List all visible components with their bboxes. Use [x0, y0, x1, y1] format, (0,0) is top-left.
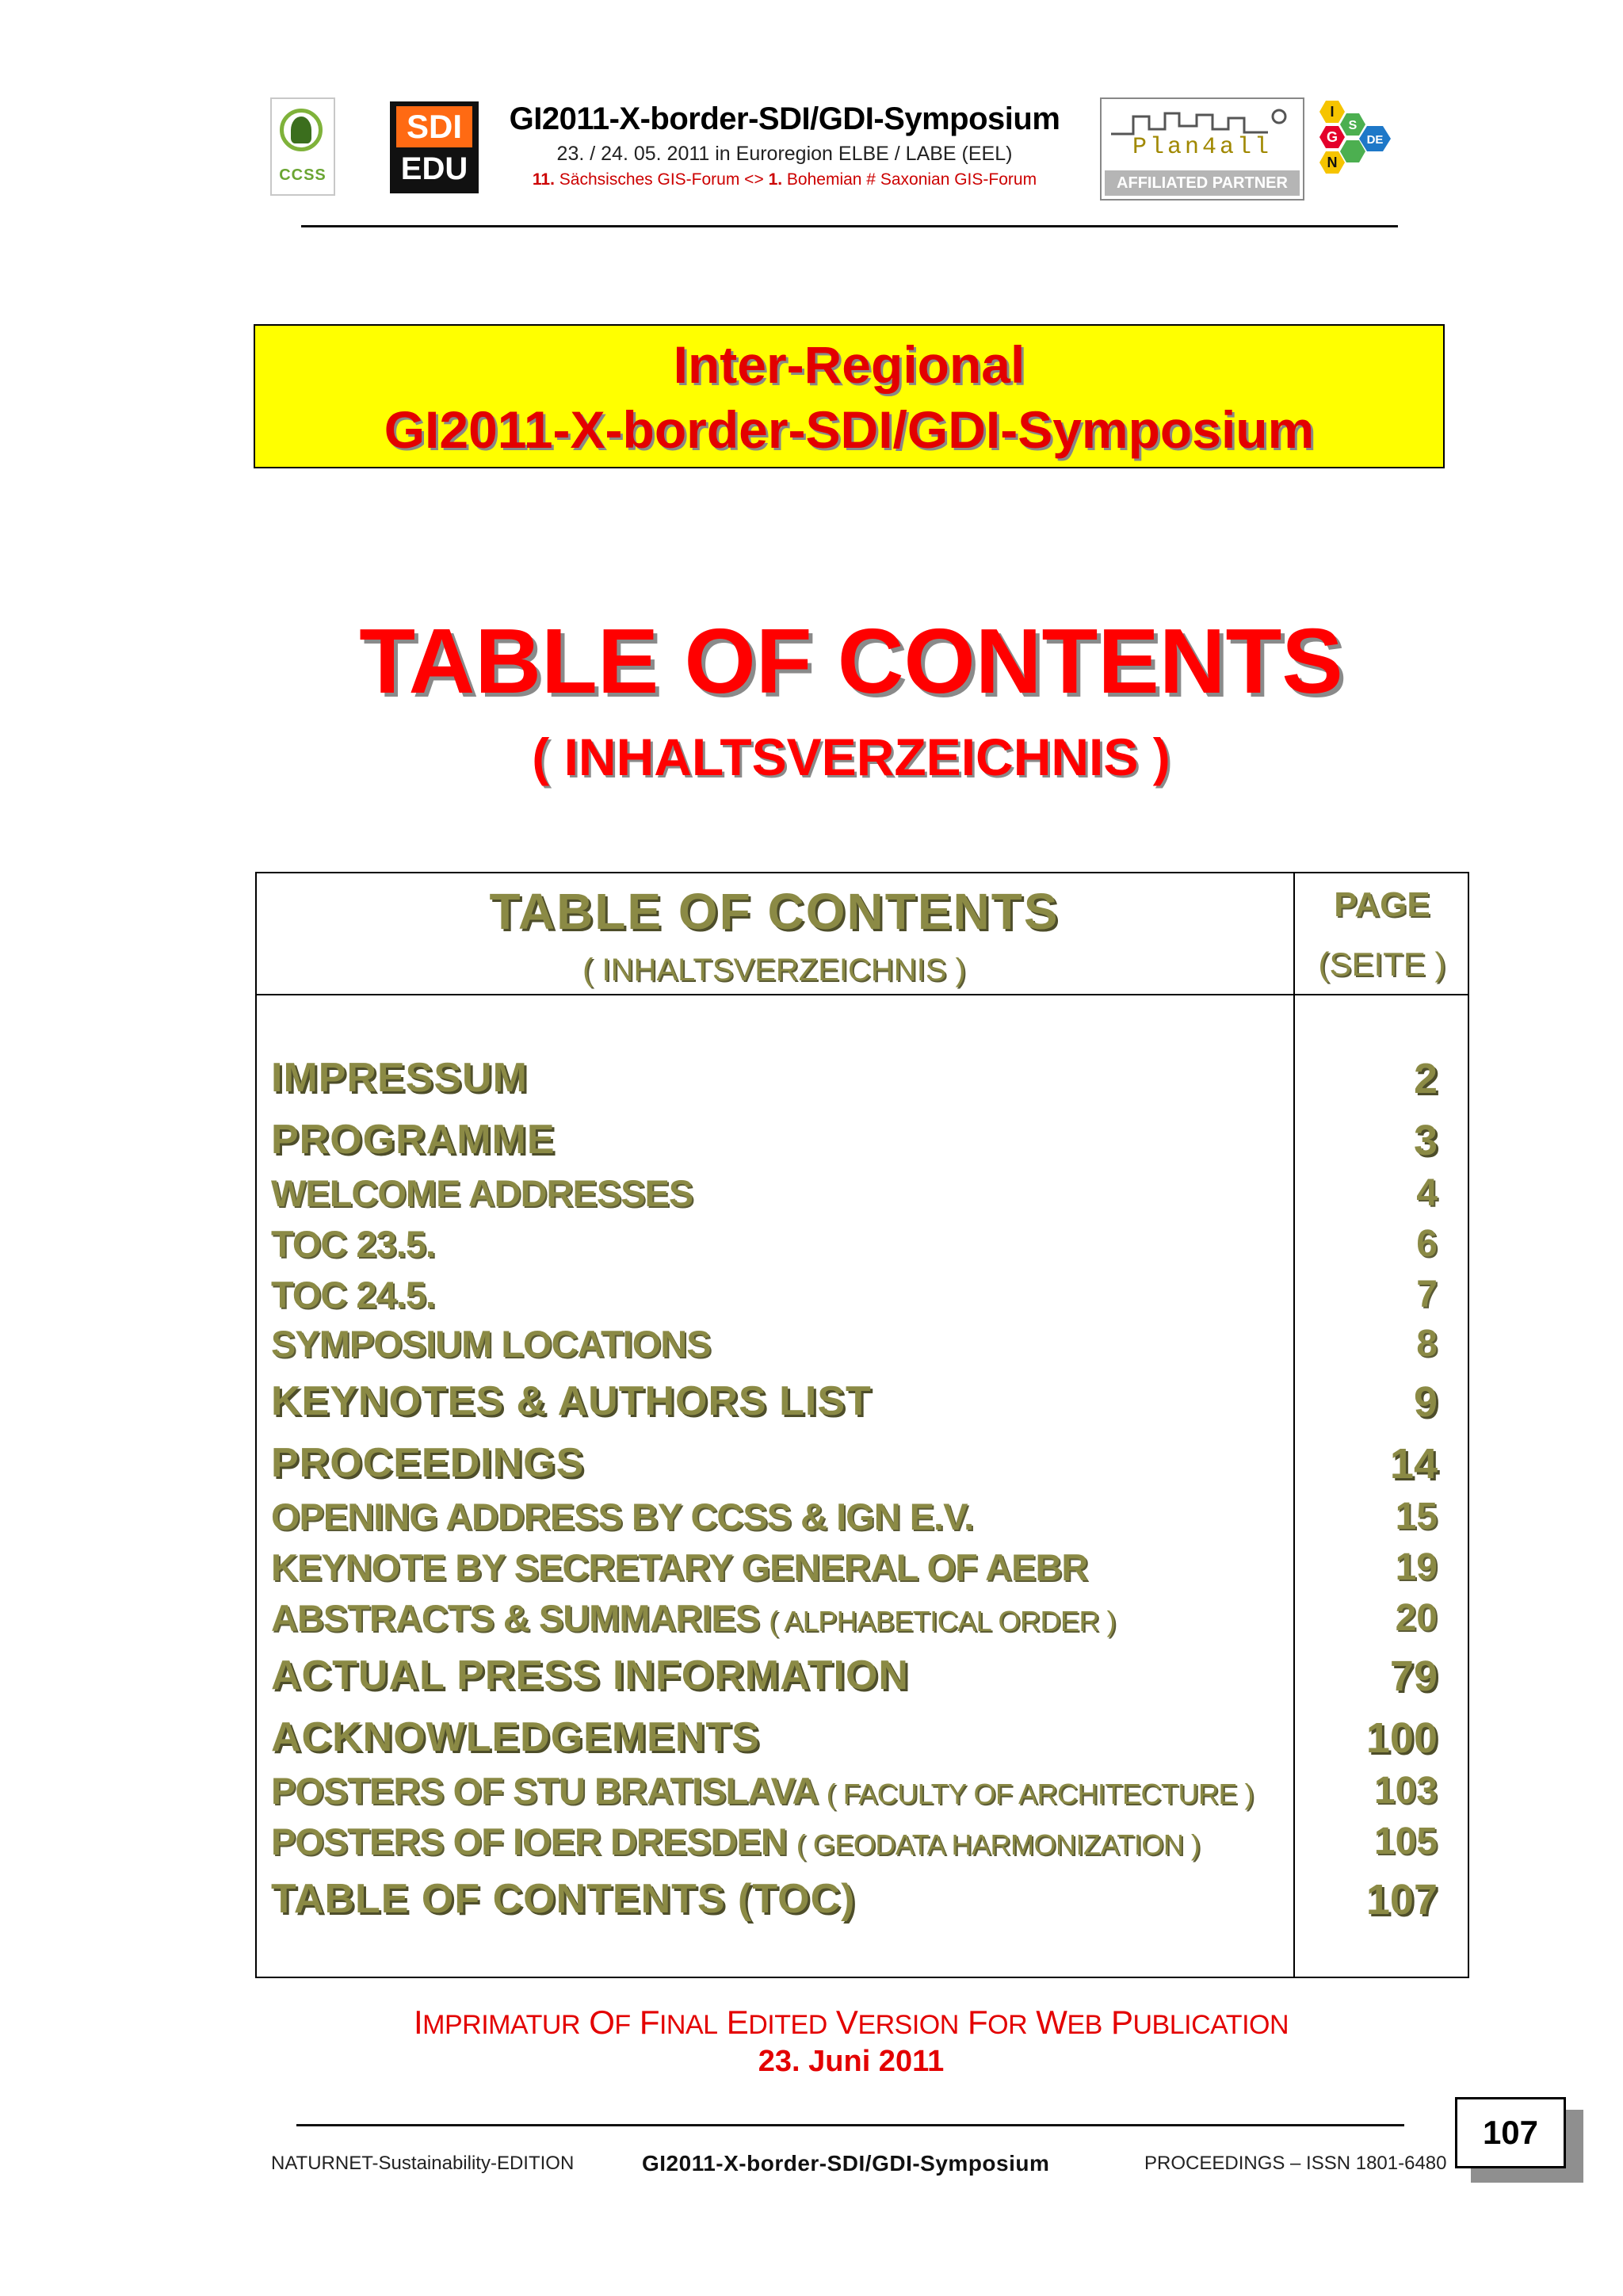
plan4all-name: Plan4all [1132, 134, 1273, 161]
toc-row-main: POSTERS OF STU BRATISLAVA [271, 1770, 817, 1812]
toc-row-label[interactable]: TOC 23.5. [271, 1223, 435, 1265]
imprim-word-7: WEB [1036, 2004, 1102, 2041]
tree-icon [291, 117, 311, 143]
footer-right: PROCEEDINGS – ISSN 1801-6480 [1144, 2153, 1447, 2174]
toc-row-note: ( GEODATA HARMONIZATION ) [796, 1828, 1201, 1861]
toc-row-page: 107 [1365, 1876, 1438, 1924]
ign-letter-i: I [1330, 104, 1335, 120]
banner-line-2: GI2011-X-border-SDI/GDI-Symposium [384, 400, 1315, 459]
toc-header-divider [255, 994, 1469, 995]
toc-row-label[interactable]: PROGRAMME [271, 1117, 556, 1163]
toc-header-seite: (SEITE ) [1318, 946, 1446, 983]
page-title: TABLE OF CONTENTS [359, 609, 1343, 712]
symposium-banner [254, 324, 1445, 468]
imprim-word-6: FOR [967, 2004, 1028, 2041]
banner-line-1: Inter-Regional [673, 335, 1025, 394]
page-number: 107 [1455, 2097, 1566, 2168]
forum-text-2: Bohemian # Saxonian GIS-Forum [782, 170, 1037, 189]
toc-row-label[interactable] [271, 1820, 1201, 1862]
header-forum-line [499, 170, 1070, 189]
imprimatur-line [0, 2004, 1623, 2042]
imprim-word-4: EDITED [726, 2004, 827, 2041]
ign-letter-n: N [1327, 155, 1338, 170]
header-subtitle: 23. / 24. 05. 2011 in Euroregion ELBE / LABE (EEL) [556, 143, 1013, 165]
toc-row-page: 6 [1416, 1223, 1438, 1265]
toc-row-page: 103 [1373, 1770, 1438, 1812]
toc-row-label[interactable]: WELCOME ADDRESSES [271, 1172, 693, 1214]
toc-row-page: 14 [1389, 1440, 1438, 1488]
toc-row-page: 15 [1395, 1496, 1438, 1538]
forum-number-1: 11. [532, 170, 555, 189]
toc-row-page: 20 [1395, 1597, 1438, 1639]
imprimatur-date: 23. Juni 2011 [758, 2045, 945, 2078]
toc-row-page: 8 [1416, 1323, 1438, 1365]
imprim-word-5: VERSION [835, 2004, 959, 2041]
skyline-icon [1109, 105, 1295, 137]
toc-row-label[interactable]: KEYNOTE BY SECRETARY GENERAL OF AEBR [271, 1546, 1088, 1588]
header-divider [301, 225, 1398, 227]
ign-letter-s: S [1348, 119, 1358, 132]
affiliated-partner-band: AFFILIATED PARTNER [1105, 170, 1300, 196]
plan4all-logo [1100, 97, 1304, 201]
toc-row-label[interactable]: ACKNOWLEDGEMENTS [271, 1714, 760, 1760]
imprim-word-8: PUBLICATION [1110, 2004, 1289, 2041]
toc-row-page: 3 [1413, 1117, 1438, 1164]
toc-row-page: 19 [1395, 1546, 1438, 1588]
toc-row-page: 7 [1416, 1274, 1438, 1316]
toc-row-label[interactable] [271, 1599, 1116, 1637]
toc-row-page: 105 [1373, 1820, 1438, 1862]
toc-row-label[interactable]: PROCEEDINGS [271, 1440, 585, 1486]
sdi-logo-bottom: EDU [400, 151, 468, 186]
header-title: GI2011-X-border-SDI/GDI-Symposium [509, 101, 1060, 136]
footer-divider [296, 2124, 1404, 2126]
toc-row-main: ABSTRACTS & SUMMARIES [271, 1597, 760, 1639]
ign-letter-de: DE [1366, 133, 1384, 147]
toc-row-note: ( FACULTY OF ARCHITECTURE ) [826, 1778, 1254, 1810]
toc-row-main: POSTERS OF IOER DRESDEN [271, 1820, 787, 1862]
footer-left: NATURNET-Sustainability-EDITION [271, 2153, 575, 2174]
sdi-edu-logo [390, 101, 479, 193]
toc-column-divider [1293, 872, 1295, 1978]
toc-row-label[interactable]: SYMPOSIUM LOCATIONS [271, 1323, 711, 1365]
ign-hexagon-icon [1312, 99, 1415, 194]
sdi-logo-top: SDI [396, 106, 472, 147]
imprim-word-2: OF [589, 2004, 631, 2041]
forum-text-1: Sächsisches GIS-Forum <> [554, 170, 769, 189]
toc-row-page: 9 [1413, 1378, 1438, 1426]
toc-row-label[interactable]: TOC 24.5. [271, 1274, 435, 1316]
toc-header-subtitle: ( INHALTSVERZEICHNIS ) [582, 953, 966, 988]
toc-row-label[interactable]: TABLE OF CONTENTS (TOC) [271, 1876, 856, 1922]
toc-row-label[interactable] [271, 1770, 1254, 1812]
toc-row-page: 100 [1365, 1714, 1438, 1762]
toc-row-label[interactable]: KEYNOTES & AUTHORS LIST [271, 1378, 872, 1424]
footer-center: GI2011-X-border-SDI/GDI-Symposium [642, 2151, 1050, 2176]
toc-header-title: TABLE OF CONTENTS [489, 883, 1060, 940]
toc-row-page: 2 [1413, 1055, 1438, 1102]
toc-row-page: 79 [1389, 1652, 1438, 1700]
ccss-logo-text: CCSS [279, 166, 327, 184]
toc-table [255, 872, 1469, 1978]
imprim-word-1: IMPRIMATUR [413, 2004, 581, 2041]
ccss-logo [270, 97, 335, 196]
toc-row-note: ( ALPHABETICAL ORDER ) [769, 1605, 1116, 1637]
toc-row-label[interactable]: ACTUAL PRESS INFORMATION [271, 1652, 909, 1698]
toc-row-label[interactable]: OPENING ADDRESS BY CCSS & IGN E.V. [271, 1496, 974, 1538]
ign-logo [1312, 99, 1415, 194]
toc-header-page: PAGE [1334, 885, 1430, 924]
page-subtitle: ( INHALTSVERZEICHNIS ) [532, 728, 1170, 786]
toc-row-page: 4 [1416, 1172, 1438, 1214]
ign-letter-g: G [1326, 129, 1338, 145]
imprim-word-3: FINAL [639, 2004, 718, 2041]
forum-number-2: 1. [768, 170, 783, 189]
toc-row-label[interactable]: IMPRESSUM [271, 1055, 528, 1101]
